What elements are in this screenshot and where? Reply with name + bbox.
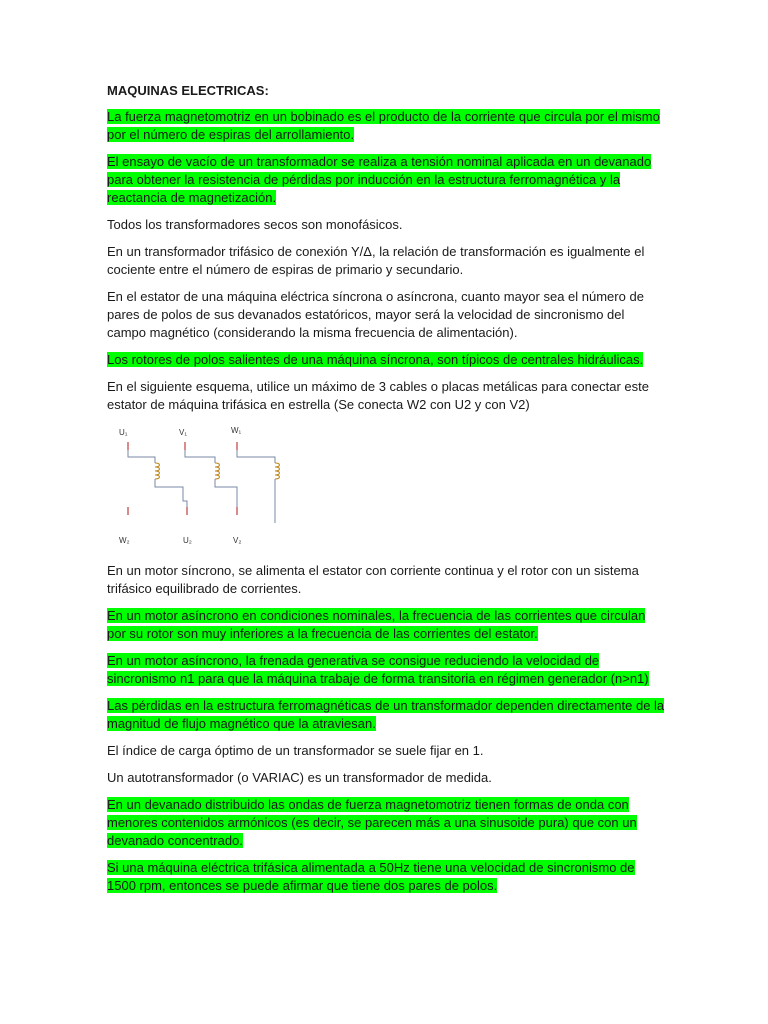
paragraph-text: En un motor asíncrono en condiciones nominales, la frecuencia de las corrientes que circulan por su rotor son muy inferiores a la frecuencia de las corrientes del estator. [107, 608, 646, 641]
winding-u-coil [155, 463, 160, 479]
winding-v-lead-top [185, 450, 215, 463]
paragraph [107, 288, 667, 342]
paragraph [107, 652, 667, 688]
paragraph-text: Un autotransformador (o VARIAC) es un transformador de medida. [107, 770, 492, 785]
label-u2: U₂ [183, 536, 192, 545]
paragraph-text: En el siguiente esquema, utilice un máximo de 3 cables o placas metálicas para conectar este estator de máquina trifásica en estrella (Se conecta W2 con U2 y con V2) [107, 379, 649, 412]
paragraph [107, 796, 667, 850]
label-u1: U₁ [119, 428, 128, 437]
winding-w-lead-top [237, 450, 275, 463]
document-content [107, 82, 667, 904]
paragraph-text: Las pérdidas en la estructura ferromagnéticas de un transformador dependen directamente de la magnitud de flujo magnético que la atraviesan. [107, 698, 665, 731]
paragraph [107, 769, 667, 787]
winding-u-lead-bottom [155, 479, 187, 507]
paragraph-text: En un transformador trifásico de conexión Y/Δ, la relación de transformación es igualmente el cociente entre el número de espiras de primario y secundario. [107, 244, 645, 277]
paragraph-text: El índice de carga óptimo de un transformador se suele fijar en 1. [107, 743, 484, 758]
paragraph-text: Todos los transformadores secos son monofásicos. [107, 217, 403, 232]
winding-w-coil [275, 463, 280, 479]
paragraph [107, 742, 667, 760]
paragraph-text: En el estator de una máquina eléctrica síncrona o asíncrona, cuanto mayor sea el número de pares de polos de sus devanados estatóricos, mayor será la velocidad de sincronismo del campo magnético (considerando la misma frecuencia de alimentación). [107, 289, 644, 340]
paragraph [107, 378, 667, 414]
paragraph-text: Si una máquina eléctrica trifásica alimentada a 50Hz tiene una velocidad de sincronismo de 1500 rpm, entonces se puede afirmar que tiene dos pares de polos. [107, 860, 635, 893]
winding-w-lead-hidden [128, 479, 275, 515]
paragraph [107, 697, 667, 733]
winding-u-lead-top [128, 450, 155, 463]
winding-v-coil [215, 463, 220, 479]
stator-connection-diagram [107, 423, 307, 553]
label-w1: W₁ [231, 426, 242, 435]
paragraph [107, 607, 667, 643]
paragraph [107, 351, 667, 369]
winding-w-return [128, 515, 275, 523]
paragraph-text: El ensayo de vacío de un transformador se realiza a tensión nominal aplicada en un devanado para obtener la resistencia de pérdidas por inducción en la estructura ferromagnética y la reactancia de magnetización. [107, 154, 652, 205]
paragraph [107, 859, 667, 895]
winding-v-lead-bottom [215, 479, 237, 507]
paragraph [107, 153, 667, 207]
paragraph-text: En un motor asíncrono, la frenada generativa se consigue reduciendo la velocidad de sincronismo n1 para que la máquina trabaje de forma transitoria en régimen generador (n>n1) [107, 653, 649, 686]
paragraph-text: Los rotores de polos salientes de una máquina síncrona, son típicos de centrales hidráulicas. [107, 352, 644, 367]
label-v2: V₂ [233, 536, 242, 545]
paragraph [107, 243, 667, 279]
label-w2: W₂ [119, 536, 130, 545]
paragraph [107, 108, 667, 144]
paragraph-text: En un devanado distribuido las ondas de fuerza magnetomotriz tienen formas de onda con menores contenidos armónicos (es decir, se parecen más a una sinusoide pura) que con un devanado concentrado. [107, 797, 637, 848]
paragraph-text: En un motor síncrono, se alimenta el estator con corriente continua y el rotor con un sistema trifásico equilibrado de corrientes. [107, 563, 639, 596]
paragraph [107, 216, 667, 234]
stator-diagram-svg [107, 423, 307, 553]
paragraph [107, 562, 667, 598]
document-title: MAQUINAS ELECTRICAS: [107, 83, 269, 98]
label-v1: V₁ [179, 428, 188, 437]
paragraph-text: La fuerza magnetomotriz en un bobinado es el producto de la corriente que circula por el mismo por el número de espiras del arrollamiento. [107, 109, 660, 142]
